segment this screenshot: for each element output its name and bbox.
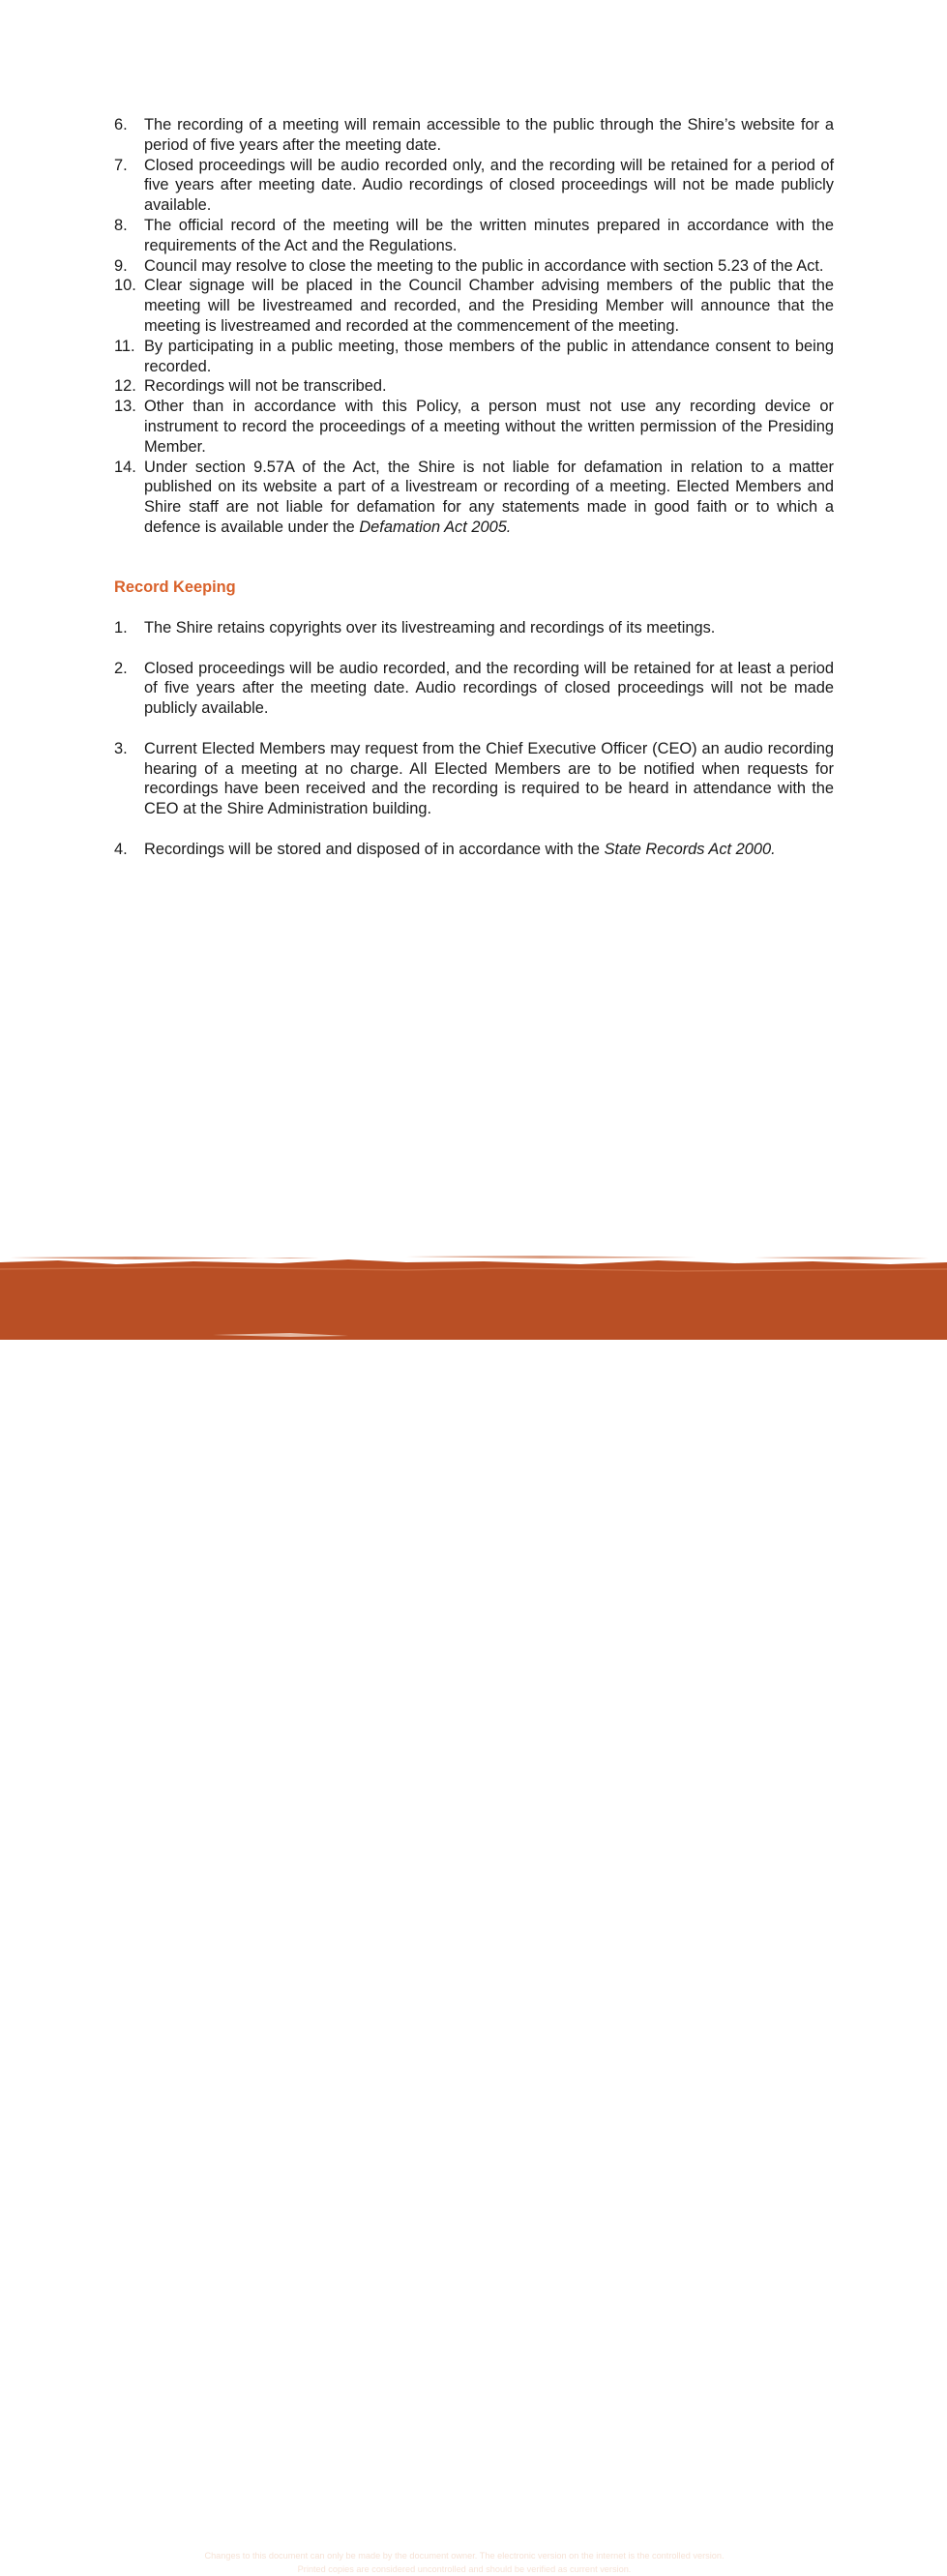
- list-item: [114, 376, 834, 397]
- item-text: Closed proceedings will be audio recorded only, and the recording will be retained for a period of five years after meeting date. Audio recordings of closed proceedings will not be made publicly available.: [144, 156, 834, 215]
- item-number: 13.: [114, 398, 136, 416]
- item-number: 12.: [114, 377, 136, 396]
- notice-line: Printed copies are considered uncontrolled and should be verified as current version.: [297, 2564, 632, 2574]
- list-item: [114, 659, 834, 719]
- list-item: [114, 618, 834, 638]
- item-text: Clear signage will be placed in the Council Chamber advising members of the public that the meeting will be livestreamed and recorded, and the Presiding Member will announce that the meeting is livestreamed and recorded at the commencement of the meeting.: [144, 277, 834, 335]
- page-number: Pg 2: [876, 2553, 902, 2566]
- act-title: Defamation Act 2005.: [359, 518, 512, 536]
- list-item: [114, 458, 834, 538]
- item-number: 9.: [114, 256, 128, 275]
- list-item: [114, 256, 834, 277]
- item-text: The official record of the meeting will be the written minutes prepared in accordance with the requirements of the Act and the Regulations.: [144, 216, 834, 254]
- list-item: [114, 337, 834, 377]
- item-text: The Shire retains copyrights over its livestreaming and recordings of its meetings.: [144, 619, 716, 637]
- footer-brush-band: [0, 1254, 947, 1340]
- notice-line: Changes to this document can only be made by the document owner. The electronic version on the internet is the controlled version.: [204, 2551, 725, 2561]
- list-item: [114, 276, 834, 336]
- item-text: Under section 9.57A of the Act, the Shire is not liable for defamation in relation to a matter published on its website a part of a livestream or recording of a meeting. Elected Members and Shire staff are not liable for defamation for any statements made in good faith or to which a defence is available under the: [144, 458, 834, 536]
- list-item: [114, 156, 834, 216]
- record-keeping-list: [114, 618, 834, 879]
- item-text: By participating in a public meeting, those members of the public in attendance consent to being recorded.: [144, 337, 834, 375]
- controlled-copy-notice: [116, 2549, 813, 2576]
- act-title: State Records Act 2000.: [604, 840, 776, 858]
- list-item: [114, 739, 834, 819]
- item-text: Current Elected Members may request from the Chief Executive Officer (CEO) an audio recording hearing of a meeting at no charge. All Elected Members are to be notified when requests for recordings have been received and the recording is required to be heard in attendance with the CEO at the Shire Administration building.: [144, 739, 834, 818]
- item-text: Recordings will be stored and disposed of in accordance with the: [144, 840, 605, 858]
- item-text: Council may resolve to close the meeting to the public in accordance with section 5.23 of the Act.: [144, 256, 824, 275]
- item-number: 2.: [114, 659, 128, 677]
- item-text: Recordings will not be transcribed.: [144, 377, 387, 396]
- item-text: Closed proceedings will be audio recorded, and the recording will be retained for at least a period of five years after the meeting date. Audio recordings of closed proceedings will not be made publicly available.: [144, 659, 834, 718]
- list-item: [114, 840, 834, 860]
- item-number: 6.: [114, 116, 128, 133]
- page-footer: [0, 1254, 947, 2574]
- item-number: 1.: [114, 619, 128, 637]
- item-number: 4.: [114, 840, 128, 858]
- item-number: 3.: [114, 739, 128, 757]
- procedure-list: [114, 115, 834, 538]
- item-text: The recording of a meeting will remain accessible to the public through the Shire’s website for a period of five years after the meeting date.: [144, 116, 834, 154]
- item-number: 14.: [114, 458, 136, 476]
- list-item: [114, 397, 834, 457]
- section-heading: Record Keeping: [114, 578, 236, 596]
- item-number: 10.: [114, 277, 136, 295]
- item-text: Other than in accordance with this Policy, a person must not use any recording device or instrument to record the proceedings of a meeting without the written permission of the Presiding Member.: [144, 398, 834, 456]
- item-number: 8.: [114, 216, 128, 234]
- list-item: [114, 115, 834, 156]
- item-number: 11.: [114, 337, 135, 355]
- list-item: [114, 216, 834, 256]
- item-number: 7.: [114, 156, 128, 174]
